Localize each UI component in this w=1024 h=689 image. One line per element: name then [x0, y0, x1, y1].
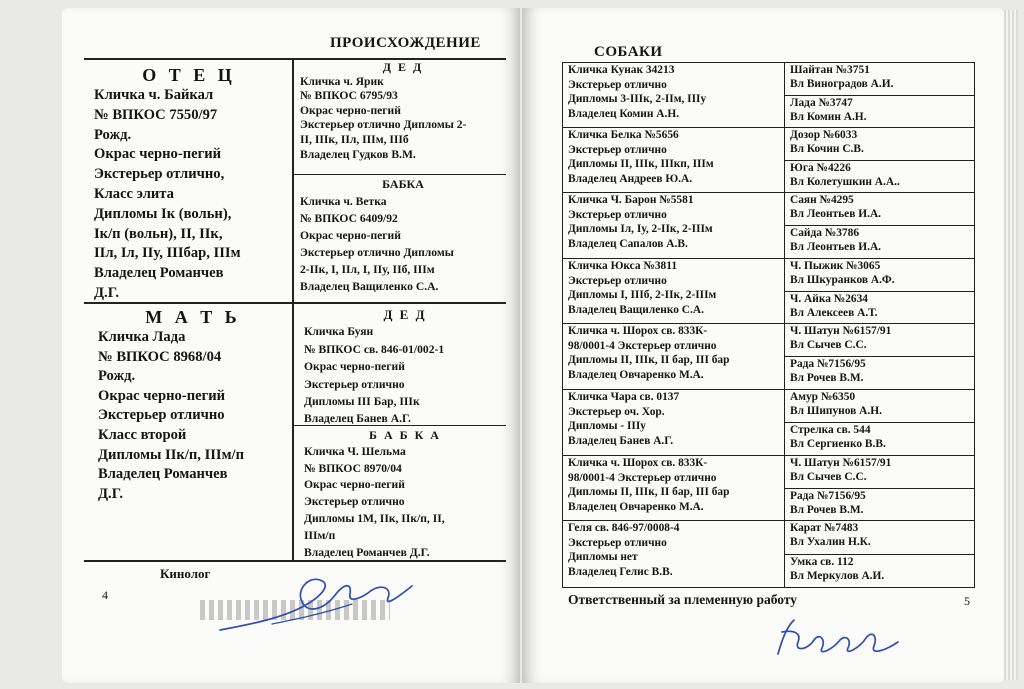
cynologist-label: Кинолог	[160, 566, 211, 581]
dog-line: 98/0001-4 Экстерьер отлично	[568, 471, 717, 484]
dog-line: Кличка Кунак 34213	[568, 64, 675, 76]
sire-line: Вл Сычев С.С.	[790, 471, 867, 484]
right-page	[522, 8, 1004, 683]
table-left-border	[562, 62, 563, 587]
dog-line: Владелец Гелис В.В.	[568, 565, 673, 578]
father-line: № ВПКОС 7550/97	[94, 106, 218, 123]
origin-heading: ПРОИСХОЖДЕНИЕ	[330, 35, 481, 51]
mother-cell	[98, 306, 288, 504]
grandparent-line: № ВПКОС 8970/04	[304, 461, 402, 475]
dam-line: Вл Рочев В.М.	[790, 504, 864, 517]
grandparent-line: Владелец Гудков В.М.	[300, 147, 416, 161]
mother-line: Д.Г.	[98, 485, 123, 502]
dog-line: Кличка ч. Шорох св. 833К-	[568, 457, 708, 469]
dog-line: Экстерьер отлично	[568, 536, 667, 549]
table-center-divider	[784, 62, 785, 587]
dog-line: 98/0001-4 Экстерьер отлично	[568, 339, 717, 352]
grandparent-line: Окрас черно-пегий	[300, 103, 401, 117]
responsible-label: Ответственный за племенную работу	[568, 592, 798, 607]
dam-line: Лада №3747	[790, 97, 853, 109]
dam-line: Юга №4226	[790, 162, 851, 174]
dog-line: Дипломы I, IIIб, 2-IIк, 2-IIIм	[568, 289, 717, 302]
father-title: О Т Е Ц	[142, 65, 236, 85]
dog-line: Кличка Чара св. 0137	[568, 391, 680, 403]
grandparent-line: II, IIIк, IIл, IIIм, IIIб	[300, 132, 409, 146]
mother-line: Владелец Романчев	[98, 466, 228, 483]
grandparent-line: № ВПКОС 6795/93	[300, 89, 398, 103]
maternal-grandmother-cell	[304, 427, 506, 561]
grandparent-line: Кличка ч. Ветка	[300, 195, 387, 208]
dog-line: Геля св. 846-97/0008-4	[568, 522, 680, 534]
dam-line: Вл Комин А.Н.	[790, 111, 867, 124]
dog-line: Владелец Андреев Ю.А.	[568, 172, 693, 185]
dam-line: Вл Колетушкин А.А..	[790, 176, 900, 189]
father-line: Дипломы Iк (вольн),	[94, 205, 232, 222]
sire-line: Вл Леонтьев И.А.	[790, 208, 882, 221]
paternal-grandmother-cell	[300, 176, 506, 295]
dog-line: Экстерьер отлично	[568, 78, 667, 91]
grandparent-line: Экстерьер отлично Дипломы	[300, 246, 454, 259]
sire-line: Карат №7483	[790, 522, 859, 534]
sire-line: Амур №6350	[790, 391, 856, 403]
maternal-grandfather-cell	[304, 306, 506, 428]
father-line: Экстерьер отлично,	[94, 166, 225, 183]
sire-line: Вл Ухалин Н.К.	[790, 536, 871, 549]
grandparent-line: Кличка ч. Ярик	[300, 74, 384, 88]
dam-line: Вл Алексеев А.Т.	[790, 307, 878, 320]
father-cell	[94, 64, 284, 304]
dam-line: Вл Леонтьев И.А.	[790, 241, 882, 254]
dam-line: Рада №7156/95	[790, 490, 866, 502]
dog-line: Экстерьер отлично	[568, 274, 667, 287]
dog-line: Дипломы II, IIIк, II бар, III бар	[568, 354, 730, 367]
father-line: Рожд.	[94, 126, 132, 143]
left-page	[62, 8, 520, 683]
paternal-grandfather-title: Д Е Д	[382, 60, 424, 74]
grandparent-line: IIIм/п	[304, 528, 336, 542]
sire-line: Ч. Шатун №6157/91	[790, 457, 892, 469]
mother-line: Рожд.	[98, 368, 136, 385]
grandparent-line: Владелец Ващиленко С.А.	[300, 280, 439, 293]
dog-line: Дипломы Iл, Iу, 2-IIк, 2-IIIм	[568, 223, 713, 236]
responsible-signature	[768, 610, 908, 668]
dam-line: Вл Рочев В.М.	[790, 372, 864, 385]
dog-line: Дипломы II, IIIк, IIIкп, IIIм	[568, 158, 714, 171]
dog-line: Кличка Юкса №3811	[568, 260, 678, 272]
dam-line: Рада №7156/95	[790, 358, 866, 370]
sire-line: Вл Шипунов А.Н.	[790, 405, 882, 418]
maternal-grandfather-title: Д Е Д	[383, 307, 427, 322]
sire-line: Дозор №6033	[790, 129, 858, 141]
grandparent-line: Дипломы 1М, IIк, IIк/п, II,	[304, 511, 445, 525]
grandparent-line: № ВПКОС 6409/92	[300, 212, 398, 225]
dam-line: Стрелка св. 544	[790, 424, 871, 436]
grandparent-line: Кличка Ч. Шельма	[304, 444, 406, 458]
dog-line: Кличка ч. Шорох св. 833К-	[568, 325, 708, 337]
grandparent-line: Владелец Романчев Д.Г.	[304, 545, 430, 559]
grandparent-line: Окрас черно-пегий	[304, 360, 405, 374]
dog-line: Кличка Ч. Барон №5581	[568, 194, 694, 206]
sire-line: Ч. Пыжик №3065	[790, 260, 881, 272]
dog-line: Экстерьер оч. Хор.	[568, 405, 665, 418]
grandparent-line: № ВПКОС св. 846-01/002-1	[304, 342, 445, 356]
mother-line: Дипломы IIк/п, IIIм/п	[98, 446, 245, 463]
dog-line: Владелец Овчаренко М.А.	[568, 500, 704, 513]
dam-line: Сайда №3786	[790, 227, 860, 239]
grandparent-line: Экстерьер отлично	[304, 377, 405, 391]
sire-line: Вл Виноградов А.И.	[790, 78, 894, 91]
cynologist-signature	[212, 564, 422, 642]
grandparent-line: Окрас черно-пегий	[304, 478, 405, 492]
grandparent-line: Владелец Банев А.Г.	[304, 412, 411, 426]
table-vertical-divider	[292, 58, 294, 560]
mother-title: М А Т Ь	[145, 307, 241, 327]
dam-line: Вл Меркулов А.И.	[790, 570, 885, 583]
grandparent-line: Экстерьер отлично Дипломы 2-	[300, 118, 467, 132]
dog-line: Владелец Комин А.Н.	[568, 107, 680, 120]
dog-line: Дипломы 3-IIIк, 2-IIм, IIIу	[568, 93, 707, 106]
mother-line: № ВПКОС 8968/04	[98, 348, 222, 365]
grandparent-line: Экстерьер отлично	[304, 495, 405, 509]
table-right-border	[974, 62, 975, 587]
dog-line: Владелец Овчаренко М.А.	[568, 368, 704, 381]
mother-line: Кличка Лада	[98, 329, 186, 345]
father-line: Iк/п (вольн), II, IIк,	[94, 225, 223, 242]
dog-line: Дипломы - IIIу	[568, 420, 646, 433]
father-line: Д.Г.	[94, 284, 119, 301]
sire-line: Вл Кочин С.В.	[790, 143, 864, 156]
dog-line: Владелец Банев А.Г.	[568, 434, 674, 447]
father-line: Кличка ч. Байкал	[94, 87, 214, 103]
mother-line: Экстерьер отлично	[98, 407, 225, 424]
paternal-grandfather-cell	[300, 60, 506, 162]
dogs-heading: СОБАКИ	[594, 44, 663, 60]
mother-line: Окрас черно-пегий	[98, 387, 226, 404]
dog-line: Владелец Ващиленко С.А.	[568, 303, 704, 316]
grandparents-divider-top	[293, 174, 506, 175]
sire-line: Саян №4295	[790, 194, 854, 206]
sire-line: Вл Шкуранков А.Ф.	[790, 274, 895, 287]
mother-line: Класс второй	[98, 426, 187, 443]
father-line: Класс элита	[94, 185, 174, 202]
dam-line: Ч. Айка №2634	[790, 293, 869, 305]
grandparent-line: Окрас черно-пегий	[300, 229, 401, 242]
grandparent-line: Дипломы III Бар, IIIк	[304, 395, 420, 409]
sire-line: Вл Сычев С.С.	[790, 339, 867, 352]
dam-line: Умка св. 112	[790, 556, 854, 568]
maternal-grandmother-title: Б А Б К А	[369, 428, 441, 442]
father-line: IIл, Iл, IIу, IIIбар, IIIм	[94, 245, 241, 262]
sire-line: Шайтан №3751	[790, 64, 870, 76]
page-number-left: 4	[102, 588, 108, 602]
dog-line: Экстерьер отлично	[568, 208, 667, 221]
paternal-grandmother-title: БАБКА	[382, 177, 424, 191]
page-number-right: 5	[964, 594, 970, 608]
table-bottom-border	[562, 587, 975, 588]
father-line: Владелец Романчев	[94, 265, 224, 282]
father-line: Окрас черно-пегий	[94, 146, 222, 163]
dog-line: Владелец Сапалов А.В.	[568, 237, 688, 250]
grandparent-line: Кличка Буян	[304, 325, 374, 339]
grandparent-line: 2-IIк, I, IIл, I, IIу, IIб, IIIм	[300, 263, 435, 276]
dog-line: Дипломы нет	[568, 551, 638, 564]
dam-line: Вл Сергиенко В.В.	[790, 438, 886, 451]
dog-line: Дипломы II, IIIк, II бар, III бар	[568, 486, 730, 499]
page-edge	[1004, 10, 1018, 680]
dog-line: Экстерьер отлично	[568, 143, 667, 156]
sire-line: Ч. Шатун №6157/91	[790, 325, 892, 337]
dog-line: Кличка Белка №5656	[568, 129, 679, 141]
